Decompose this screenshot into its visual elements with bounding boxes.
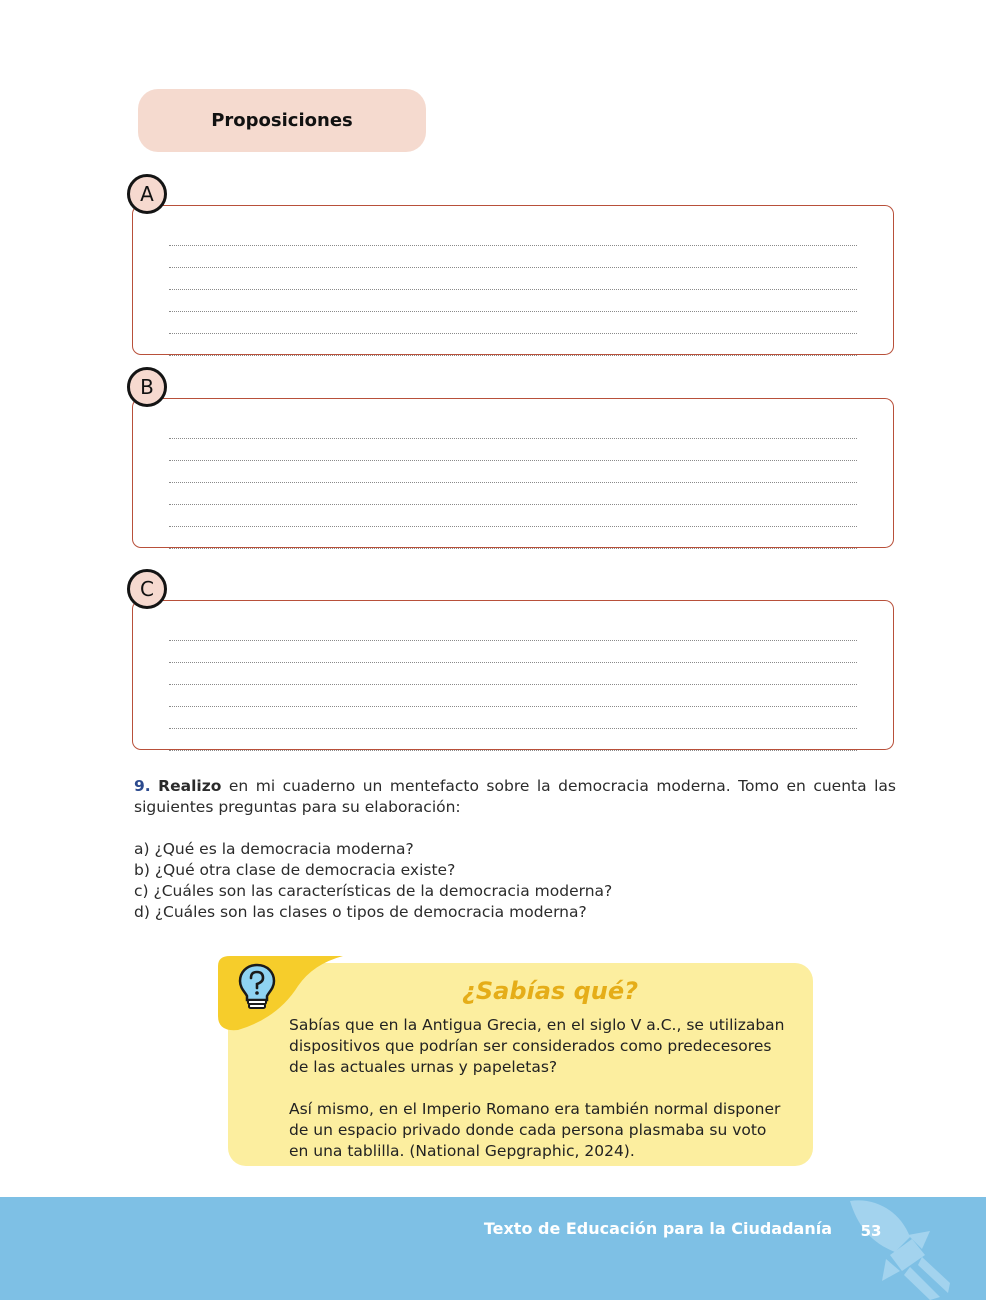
page-footer	[0, 1197, 986, 1300]
page-number: 53	[860, 1222, 882, 1240]
sabias-title: ¿Sabías qué?	[461, 977, 639, 1005]
proposiciones-header	[138, 89, 426, 152]
answer-box-c[interactable]	[132, 577, 894, 750]
writing-lines	[169, 619, 857, 751]
question-number: 9.	[134, 777, 151, 795]
badge-c: C	[127, 569, 167, 609]
question-verb: Realizo	[158, 777, 222, 795]
question-9	[134, 776, 896, 818]
answer-box-b[interactable]	[132, 375, 894, 548]
question-options	[134, 839, 612, 923]
option-a: a) ¿Qué es la democracia moderna?	[134, 840, 414, 858]
writing-lines	[169, 224, 857, 356]
rocket-icon	[830, 1197, 950, 1300]
proposiciones-title: Proposiciones	[211, 110, 353, 131]
sabias-paragraph-1: Sabías que en la Antigua Grecia, en el siglo V a.C., se utilizaban dispositivos que podrían ser considerados como predecesores de las actuales urnas y papeletas?	[289, 1016, 785, 1076]
badge-a: A	[127, 174, 167, 214]
sabias-paragraph-2: Así mismo, en el Imperio Romano era también normal disponer de un espacio privado donde cada persona plasmaba su voto en una tablilla. (National Gepgraphic, 2024).	[289, 1100, 781, 1160]
option-b: b) ¿Qué otra clase de democracia existe?	[134, 861, 456, 879]
footer-text: Texto de Educación para la Ciudadanía	[483, 1219, 832, 1238]
question-text: en mi cuaderno un mentefacto sobre la democracia moderna. Tomo en cuenta las siguientes preguntas para su elaboración:	[134, 777, 896, 816]
badge-b: B	[127, 367, 167, 407]
option-c: c) ¿Cuáles son las características de la democracia moderna?	[134, 882, 613, 900]
option-d: d) ¿Cuáles son las clases o tipos de democracia moderna?	[134, 903, 587, 921]
answer-box-a[interactable]	[132, 182, 894, 355]
writing-lines	[169, 417, 857, 549]
sabias-body	[289, 1015, 789, 1183]
